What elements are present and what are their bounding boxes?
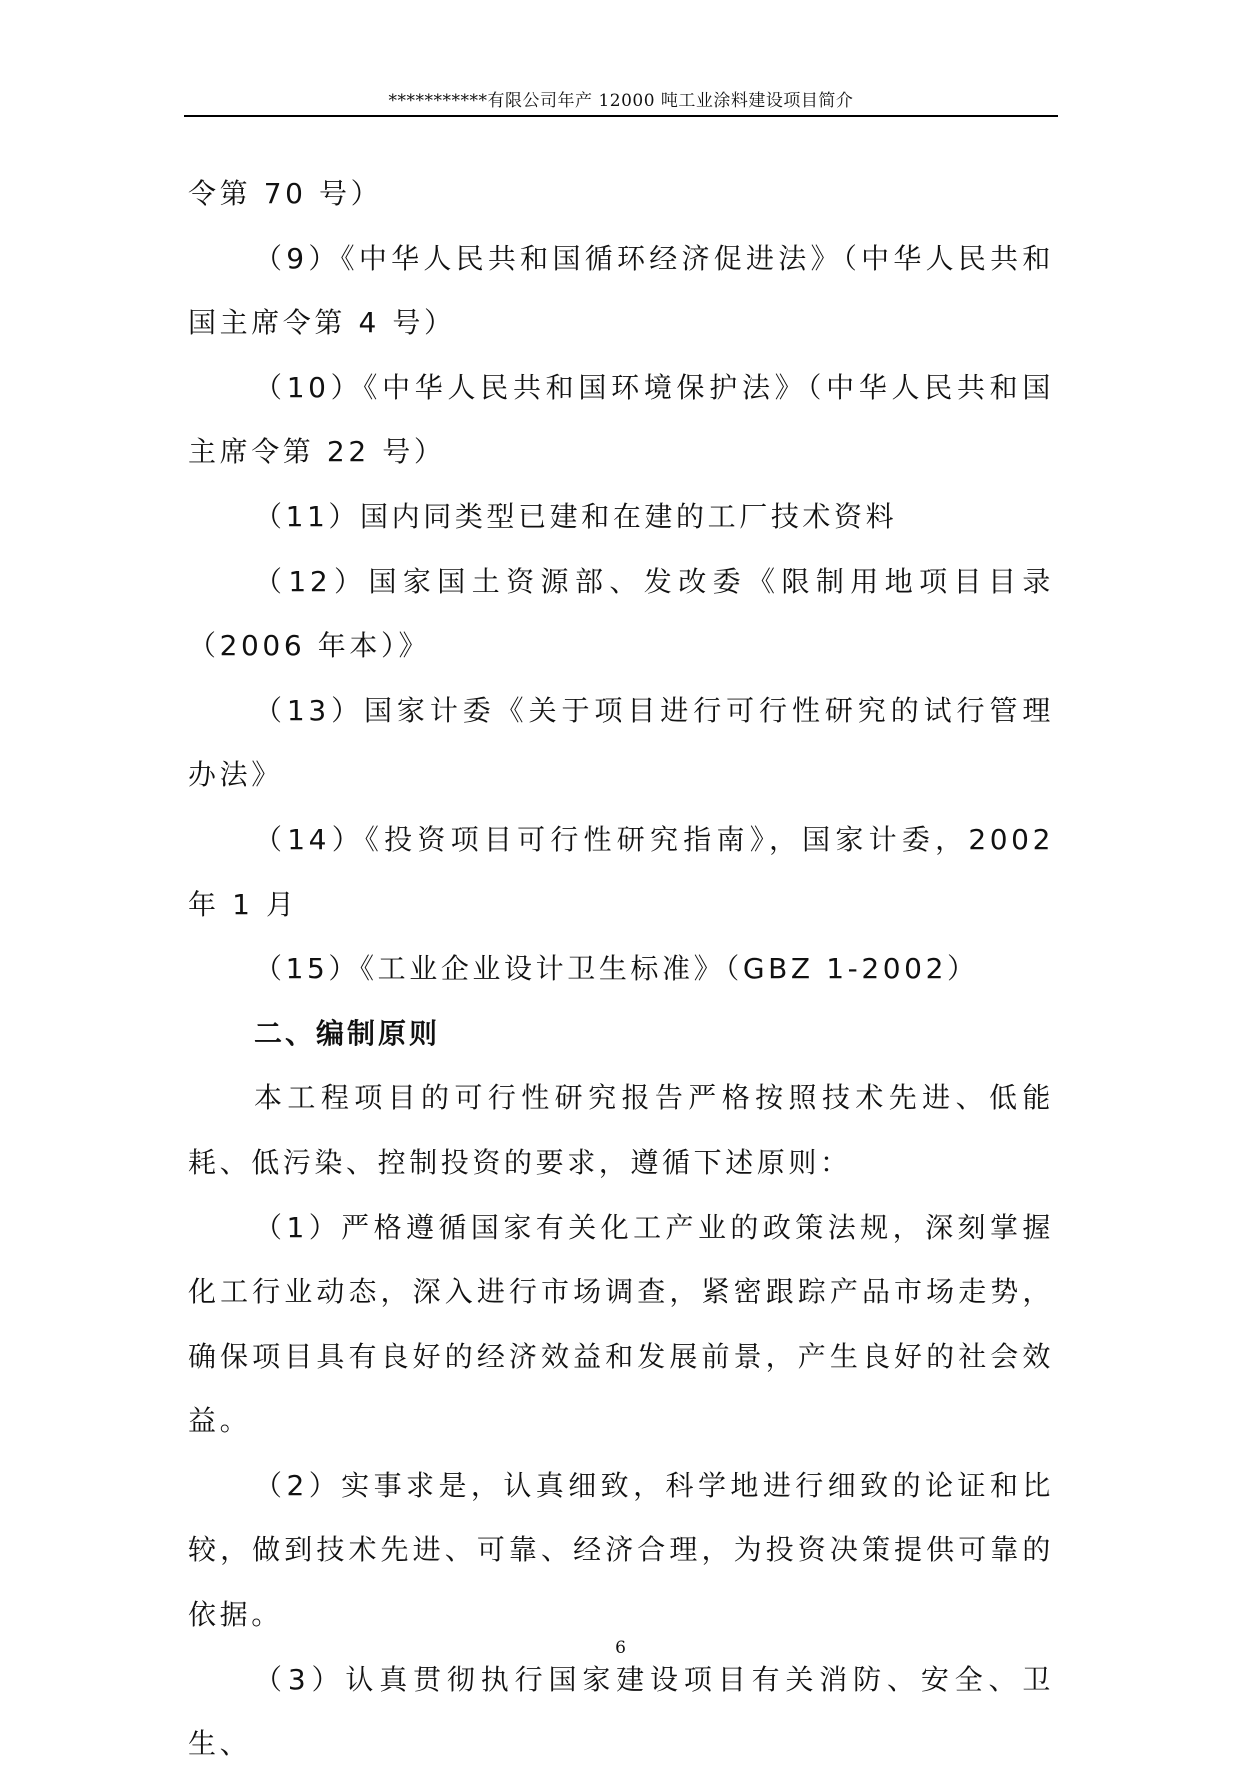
page-number: 6 (615, 1638, 626, 1658)
reference-item-15: （15）《工业企业设计卫生标准》（GBZ 1-2002） (254, 952, 979, 986)
principle-item-3: （3）认真贯彻执行国家建设项目有关消防、安全、卫生、 (188, 1662, 1054, 1761)
principles-intro: 本工程项目的可行性研究报告严格按照技术先进、低能耗、低污染、控制投资的要求，遵循下述原则： (188, 1081, 1054, 1179)
header-rule (184, 115, 1058, 117)
reference-item-14: （14）《投资项目可行性研究指南》，国家计委，2002 年 1 月 (188, 822, 1054, 921)
section-heading: 二、编制原则 (254, 1016, 441, 1050)
reference-item-11: （11）国内同类型已建和在建的工厂技术资料 (254, 499, 898, 533)
principle-item-1: （1）严格遵循国家有关化工产业的政策法规，深刻掌握化工行业动态，深入进行市场调查，紧密跟踪产品市场走势，确保项目具有良好的经济效益和发展前景，产生良好的社会效益。 (188, 1210, 1054, 1438)
reference-item-13: （13）国家计委《关于项目进行可行性研究的试行管理办法》 (188, 693, 1054, 792)
body-text (188, 162, 1054, 1777)
running-header: ***********有限公司年产 12000 吨工业涂料建设项目简介 (388, 91, 854, 111)
reference-item-10: （10）《中华人民共和国环境保护法》（中华人民共和国主席令第 22 号） (188, 370, 1054, 469)
reference-item-12: （12）国家国土资源部、发改委《限制用地项目目录（2006 年本）》 (188, 564, 1054, 663)
paragraph-continuation: 令第 70 号） (188, 177, 383, 210)
principle-item-2: （2）实事求是，认真细致，科学地进行细致的论证和比较，做到技术先进、可靠、经济合理，为投资决策提供可靠的依据。 (188, 1468, 1054, 1632)
reference-item-9: （9）《中华人民共和国循环经济促进法》（中华人民共和国主席令第 4 号） (188, 241, 1054, 340)
